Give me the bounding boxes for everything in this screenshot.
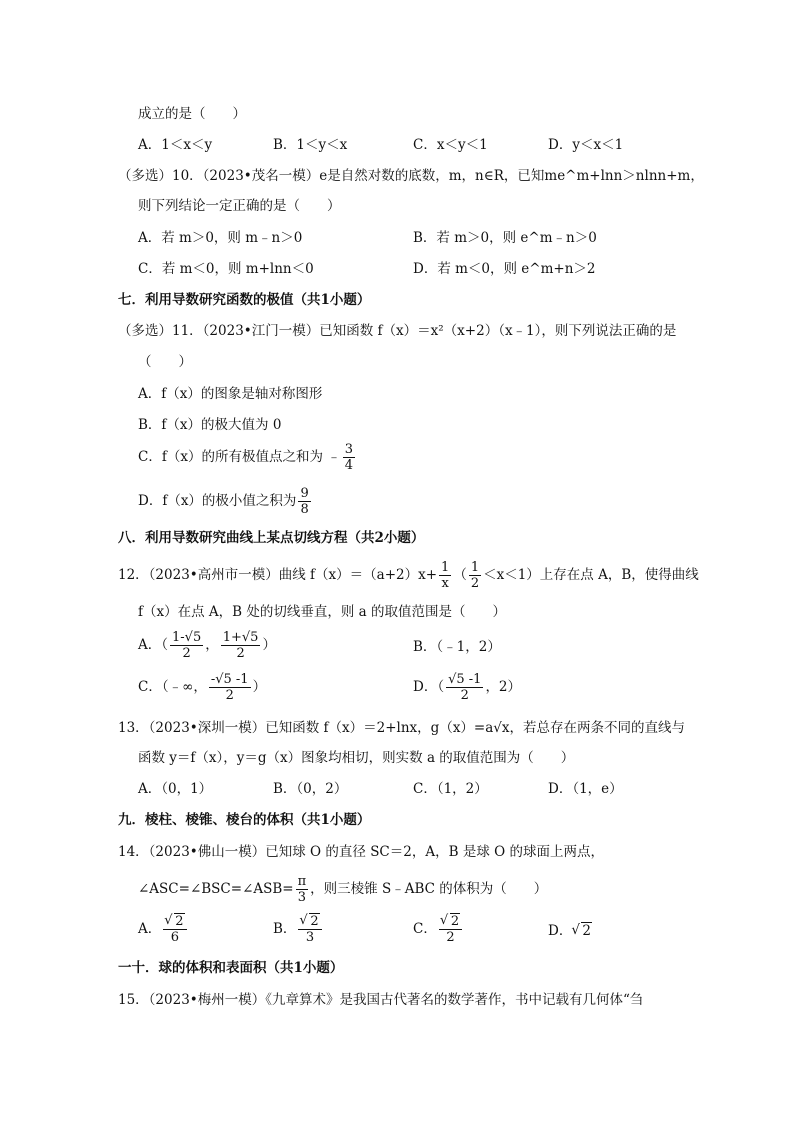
q14-option-b: [273, 914, 324, 945]
fraction-denominator: 2: [225, 688, 234, 703]
q12-option-a-prefix: A．（: [138, 637, 168, 653]
fraction-denominator: 3: [305, 930, 315, 945]
q14-option-d: [548, 921, 592, 941]
q13-line1: 13．（2023•深圳一模）已知函数 f（x）＝2+lnx，g（x）=a√x，若总存在两条不同的直线与: [118, 720, 686, 736]
sqrt-symbol: [165, 914, 184, 929]
q14-option-b-label: B．: [273, 921, 297, 937]
q14-option-c: [413, 914, 464, 945]
q14-fraction-pi-over-3: [296, 874, 309, 905]
radicand: 2: [175, 914, 184, 929]
q9-tail: 成立的是（ ）: [138, 106, 246, 122]
q12-option-b: B．（﹣1，2）: [413, 639, 501, 655]
fraction-numerator: √5 -1: [448, 672, 482, 687]
fraction-denominator: 2: [182, 646, 191, 661]
q11-line2: （ ）: [138, 354, 192, 370]
section-heading-9: 九．棱柱、棱锥、棱台的体积（共1小题）: [118, 812, 371, 828]
q12-option-a-fraction-2: [221, 630, 261, 661]
q12-option-d-fraction: [446, 672, 483, 703]
q12-fraction-half: [469, 560, 481, 591]
q12-fraction-1-over-x: [439, 560, 451, 591]
fraction-numerator: 1: [441, 560, 450, 575]
q14-line2: [138, 874, 547, 905]
q11-option-d-fraction: [298, 486, 310, 517]
fraction-numerator: -√5 -1: [210, 672, 249, 687]
fraction-denominator: 6: [170, 930, 180, 945]
q11-option-d: [138, 486, 313, 517]
q14-option-d-label: D．: [548, 923, 573, 939]
radicand: 2: [310, 914, 319, 929]
q14-option-a-fraction: [163, 914, 186, 945]
q11-option-a: A．f（x）的图象是轴对称图形: [138, 386, 323, 402]
fraction-denominator: 2: [460, 688, 469, 703]
section-heading-10: 一十．球的体积和表面积（共1小题）: [118, 960, 344, 976]
fraction-denominator: 8: [300, 502, 309, 517]
q12-option-a: A．（ $\frac{1-√5}{2}$ ， $\frac{1+√5}{2}$ ）: [138, 630, 276, 661]
q13-line2: 函数 y＝f（x），y＝g（x）图象均相切，则实数 a 的取值范围为（ ）: [138, 750, 575, 766]
q11-option-c: [138, 442, 357, 473]
q12-line1-c: ＜x＜1）上存在点 A，B，使得曲线: [483, 567, 699, 583]
q14-option-c-fraction: [439, 914, 462, 945]
q13-option-b: B．（0，2）: [273, 781, 348, 797]
section-heading-8: 八．利用导数研究曲线上某点切线方程（共2小题）: [118, 530, 425, 546]
q10-option-c: C．若 m＜0，则 m+lnn＜0: [138, 261, 314, 277]
q12-line1-b: （: [453, 567, 467, 583]
q10-option-a: A．若 m＞0，则 m﹣n＞0: [138, 230, 303, 246]
q15-line1: 15．（2023•梅州一模）《九章算术》是我国古代著名的数学著作，书中记载有几何体“刍: [118, 992, 644, 1008]
q12-option-c-fraction: [209, 672, 251, 703]
q13-option-c: C．（1，2）: [413, 781, 488, 797]
q12-line1-a: 12．（2023•高州市一模）曲线 f（x）＝（a+2）x+: [118, 567, 438, 583]
q11-line1: （多选）11．（2023•江门一模）已知函数 f（x）＝x²（x+2）（x﹣1），则下列说法正确的是: [118, 323, 677, 339]
fraction-numerator: 9: [300, 486, 309, 501]
q12-option-a-fraction-1: [170, 630, 203, 661]
fraction-denominator: 2: [446, 930, 455, 945]
q12-option-c-prefix: C．（﹣∞，: [138, 679, 207, 695]
q12-option-d-prefix: D．（: [413, 679, 445, 695]
q10-option-b: B．若 m＞0，则 e^m﹣n＞0: [413, 230, 597, 246]
q9-option-c: C．x＜y＜1: [413, 137, 488, 153]
fraction-numerator: [298, 914, 321, 930]
q14-option-c-label: C．: [413, 921, 437, 937]
q10-line2: 则下列结论一定正确的是（ ）: [138, 198, 341, 214]
q14-option-b-fraction: [298, 914, 321, 945]
q14-line2-b: ，则三棱锥 S﹣ABC 的体积为（ ）: [310, 881, 548, 897]
q14-option-a-label: A．: [138, 921, 162, 937]
q11-option-c-text: C．f（x）的所有极值点之和为 ﹣: [138, 449, 341, 465]
fraction-denominator: 4: [344, 458, 354, 473]
q14-option-a: [138, 914, 189, 945]
radicand: 2: [582, 923, 591, 939]
q11-option-d-text: D．f（x）的极小值之积为: [138, 493, 297, 509]
q12-line2: f（x）在点 A，B 处的切线垂直，则 a 的取值范围是（ ）: [138, 604, 506, 620]
fraction-numerator: 1-√5: [172, 630, 202, 645]
fraction-numerator: 3: [344, 442, 354, 457]
q14-line1: 14．（2023•佛山一模）已知球 O 的直径 SC＝2，A，B 是球 O 的球面上两点，: [118, 844, 604, 860]
fraction-denominator: 2: [236, 646, 245, 661]
q13-option-a: A．（0，1）: [138, 781, 213, 797]
sqrt-symbol: [300, 914, 319, 929]
fraction-numerator: π: [297, 874, 307, 889]
q12-option-d-suffix: ，2）: [485, 679, 522, 695]
q10-line1: （多选）10．（2023•茂名一模）e是自然对数的底数，m，n∈R，已知me^m+lnn＞nlnn+m，: [118, 168, 704, 184]
section-heading-7: 七．利用导数研究函数的极值（共1小题）: [118, 292, 371, 308]
q11-option-b: B．f（x）的极大值为 0: [138, 417, 282, 433]
fraction-denominator: 2: [470, 576, 480, 591]
fraction-numerator: [439, 914, 462, 930]
q12-option-d: [413, 672, 521, 703]
fraction-numerator: [163, 914, 186, 930]
fraction-denominator: x: [441, 576, 449, 591]
q13-option-d: D．（1，e）: [548, 781, 623, 797]
fraction-denominator: 3: [297, 890, 307, 905]
q9-option-d: D．y＜x＜1: [548, 137, 624, 153]
sqrt-symbol: [441, 914, 460, 929]
q12-line1: [118, 560, 699, 591]
q11-option-c-fraction: [343, 442, 355, 473]
sqrt-symbol: [572, 921, 592, 941]
fraction-numerator: 1+√5: [222, 630, 259, 645]
q12-option-c: C．（﹣∞， $\frac{-√5 -1}{2}$ ）: [138, 672, 267, 703]
q10-option-d: D．若 m＜0，则 e^m+n＞2: [413, 261, 596, 277]
q14-line2-a: ∠ASC=∠BSC=∠ASB=: [138, 881, 294, 897]
q9-option-a: A．1＜x＜y: [138, 137, 213, 153]
radicand: 2: [450, 914, 460, 929]
q9-option-b: B．1＜y＜x: [273, 137, 348, 153]
fraction-numerator: 1: [470, 560, 480, 575]
